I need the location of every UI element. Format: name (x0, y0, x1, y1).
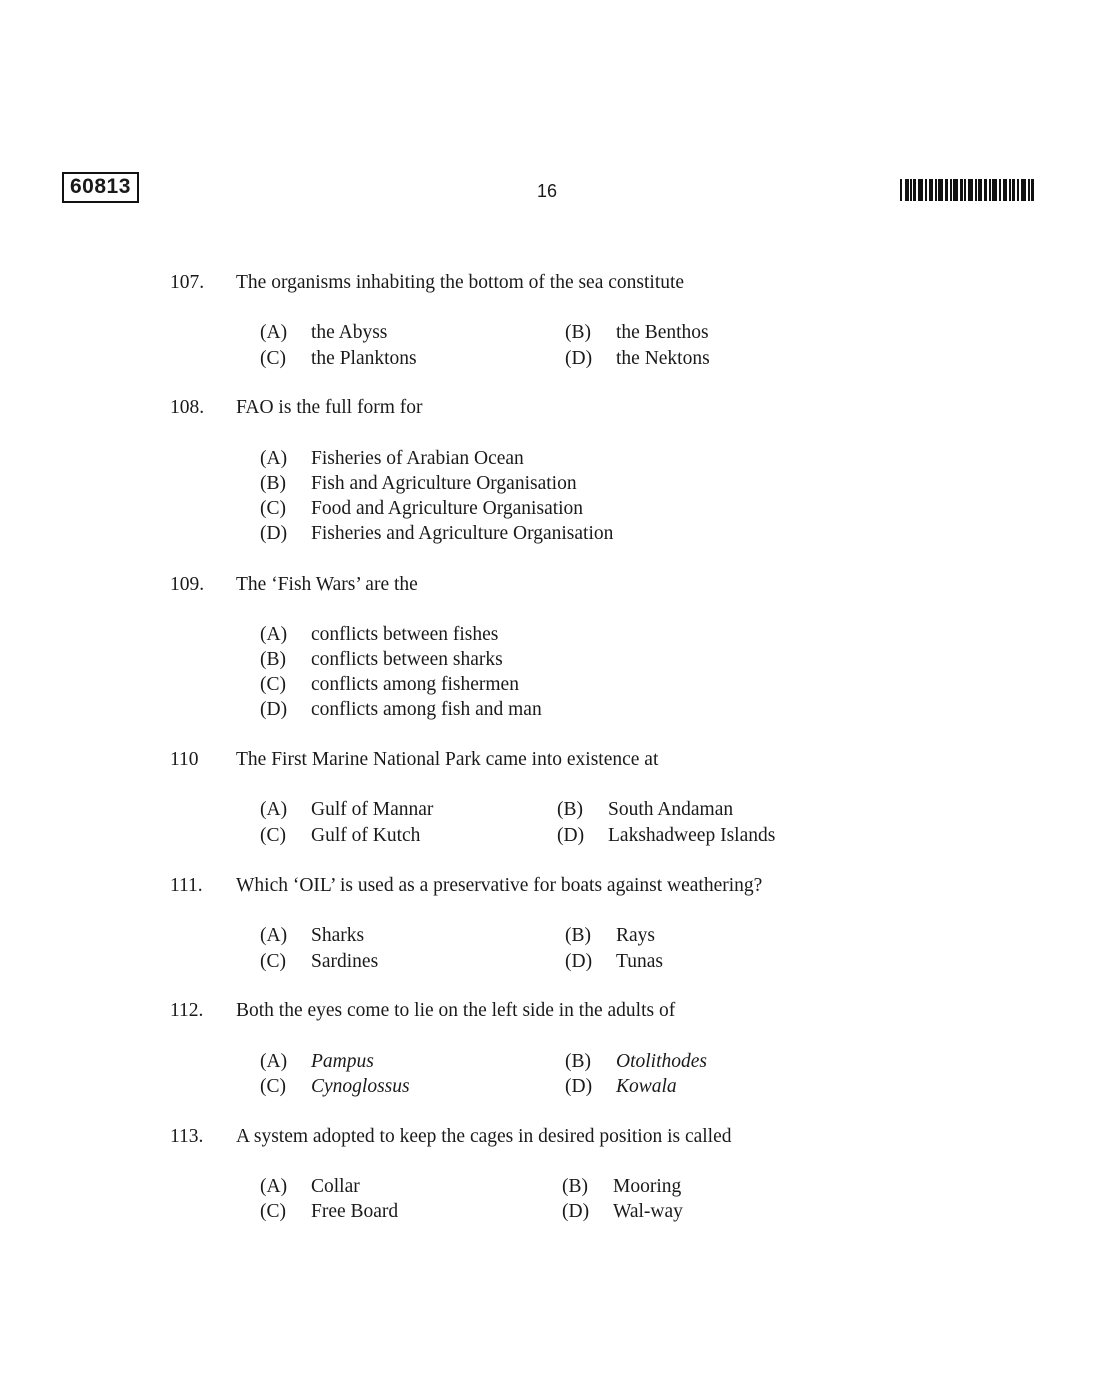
option-label: (D) (565, 951, 593, 972)
option-a (260, 448, 524, 470)
option-text: South Andaman (608, 799, 734, 820)
question-text: Both the eyes come to lie on the left side in the adults of (236, 1000, 676, 1021)
option-label: (C) (260, 825, 286, 846)
question-text: A system adopted to keep the cages in desired position is called (236, 1126, 732, 1147)
option-label: (C) (260, 348, 286, 369)
question-text: FAO is the full form for (236, 397, 423, 418)
option-d (565, 951, 663, 973)
option-b (565, 1051, 707, 1073)
option-label: (B) (557, 799, 583, 820)
question-number: 113. (170, 1126, 204, 1147)
option-text: conflicts between sharks (311, 649, 503, 670)
option-a (260, 799, 433, 821)
option-text: Collar (311, 1176, 360, 1197)
option-text: Kowala (616, 1076, 677, 1097)
option-d (565, 348, 710, 370)
option-text: conflicts between fishes (311, 624, 499, 645)
option-text: Lakshadweep Islands (608, 825, 776, 846)
question-text: The organisms inhabiting the bottom of the sea constitute (236, 272, 685, 293)
option-text: Fisheries of Arabian Ocean (311, 448, 524, 469)
option-c (260, 1076, 410, 1098)
option-label: (A) (260, 1176, 288, 1197)
question-number: 108. (170, 397, 205, 418)
option-text: the Nektons (616, 348, 710, 369)
option-text: the Abyss (311, 322, 388, 343)
option-a (260, 322, 387, 344)
option-text: Sharks (311, 925, 365, 946)
option-label: (B) (260, 473, 286, 494)
option-a (260, 1051, 374, 1073)
option-label: (C) (260, 498, 286, 519)
option-label: (A) (260, 925, 288, 946)
option-d (557, 825, 775, 847)
option-text: Food and Agriculture Organisation (311, 498, 584, 519)
option-label: (B) (565, 1051, 591, 1072)
option-label: (C) (260, 1076, 286, 1097)
option-label: (A) (260, 448, 288, 469)
option-text: the Planktons (311, 348, 417, 369)
option-label: (A) (260, 799, 288, 820)
option-label: (B) (565, 925, 591, 946)
option-label: (C) (260, 951, 286, 972)
option-a (260, 624, 498, 646)
option-text: Sardines (311, 951, 379, 972)
option-text: Wal-way (613, 1201, 683, 1222)
paper-code-box: 60813 (62, 172, 139, 203)
option-c (260, 1201, 398, 1223)
option-d (260, 523, 613, 545)
page-number: 16 (537, 181, 558, 201)
barcode-image (900, 179, 1034, 201)
option-text: Pampus (311, 1051, 374, 1072)
option-label: (D) (565, 348, 593, 369)
option-b (260, 649, 503, 671)
option-label: (A) (260, 1051, 288, 1072)
option-text: Cynoglossus (311, 1076, 410, 1097)
option-label: (B) (562, 1176, 588, 1197)
question-number: 112. (170, 1000, 204, 1021)
option-c (260, 674, 519, 696)
option-a (260, 1176, 360, 1198)
option-text: Free Board (311, 1201, 399, 1222)
question-number: 111. (170, 875, 203, 896)
option-c (260, 498, 583, 520)
option-text: Fisheries and Agriculture Organisation (311, 523, 614, 544)
option-label: (D) (260, 523, 288, 544)
option-text: conflicts among fishermen (311, 674, 519, 695)
option-b (260, 473, 577, 495)
option-b (557, 799, 733, 821)
question-number: 107. (170, 272, 205, 293)
option-b (565, 925, 655, 947)
option-a (260, 925, 364, 947)
option-text: Mooring (613, 1176, 682, 1197)
option-text: Otolithodes (616, 1051, 707, 1072)
question-text: The First Marine National Park came into existence at (236, 749, 659, 770)
question-number: 110 (170, 749, 199, 770)
option-label: (B) (260, 649, 286, 670)
option-label: (A) (260, 624, 288, 645)
question-text: Which ‘OIL’ is used as a preservative for boats against weathering? (236, 875, 763, 896)
option-label: (D) (260, 699, 288, 720)
option-d (562, 1201, 683, 1223)
option-text: Tunas (616, 951, 663, 972)
option-label: (C) (260, 1201, 286, 1222)
option-b (562, 1176, 681, 1198)
option-text: Gulf of Mannar (311, 799, 434, 820)
option-text: conflicts among fish and man (311, 699, 542, 720)
option-b (565, 322, 709, 344)
option-text: Fish and Agriculture Organisation (311, 473, 577, 494)
option-text: Gulf of Kutch (311, 825, 421, 846)
question-text: The ‘Fish Wars’ are the (236, 574, 418, 595)
option-label: (D) (562, 1201, 590, 1222)
option-d (565, 1076, 677, 1098)
option-label: (B) (565, 322, 591, 343)
option-c (260, 825, 420, 847)
option-c (260, 348, 417, 370)
option-text: Rays (616, 925, 655, 946)
option-label: (D) (565, 1076, 593, 1097)
question-number: 109. (170, 574, 205, 595)
option-label: (C) (260, 674, 286, 695)
option-text: the Benthos (616, 322, 709, 343)
option-label: (A) (260, 322, 288, 343)
option-label: (D) (557, 825, 585, 846)
option-d (260, 699, 542, 721)
option-c (260, 951, 378, 973)
